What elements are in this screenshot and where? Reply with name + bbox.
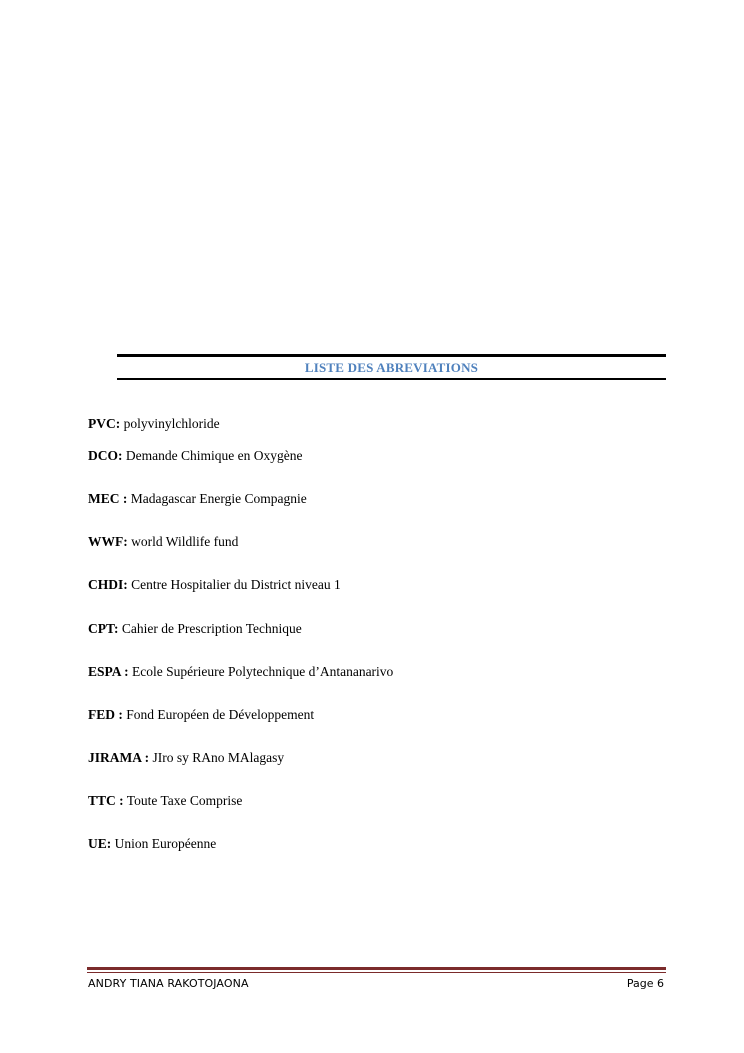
abbreviation-entry-chdi <box>88 577 341 593</box>
abbreviation-term: CHDI: <box>88 577 128 592</box>
abbreviation-term: FED : <box>88 707 123 722</box>
abbreviation-definition: Centre Hospitalier du District niveau 1 <box>127 577 341 592</box>
abbreviation-definition: Demande Chimique en Oxygène <box>122 448 303 463</box>
abbreviation-term: WWF: <box>88 534 128 549</box>
abbreviation-term: TTC : <box>88 793 124 808</box>
footer-rule-thick <box>87 967 666 970</box>
abbreviation-definition: Toute Taxe Comprise <box>123 793 243 808</box>
abbreviation-definition: world Wildlife fund <box>127 534 239 549</box>
abbreviation-entry-fed <box>88 707 314 723</box>
abbreviation-entry-mec <box>88 491 307 507</box>
footer-page-number: Page 6 <box>626 977 664 990</box>
abbreviation-entry-espa <box>88 664 393 680</box>
heading-top-rule <box>117 354 666 357</box>
footer-author: ANDRY TIANA RAKOTOJAONA <box>88 977 249 990</box>
abbreviation-definition: Cahier de Prescription Technique <box>118 621 302 636</box>
abbreviation-term: JIRAMA : <box>88 750 150 765</box>
heading-bottom-rule <box>117 378 666 380</box>
abbreviation-term: ESPA : <box>88 664 129 679</box>
abbreviation-term: UE: <box>88 836 112 851</box>
footer-rule-thin <box>87 972 666 973</box>
abbreviation-entry-dco <box>88 448 302 464</box>
abbreviation-term: PVC: <box>88 416 121 431</box>
abbreviation-definition: Union Européenne <box>111 836 217 851</box>
abbreviation-term: CPT: <box>88 621 119 636</box>
abbreviation-entry-pvc <box>88 416 220 432</box>
abbreviation-definition: Madagascar Energie Compagnie <box>127 491 307 506</box>
abbreviation-entry-jirama <box>88 750 284 766</box>
page-title: LISTE DES ABREVIATIONS <box>304 360 479 375</box>
abbreviation-definition: Fond Européen de Développement <box>122 707 315 722</box>
abbreviation-term: DCO: <box>88 448 123 463</box>
abbreviation-entry-cpt <box>88 621 302 637</box>
abbreviation-entry-ttc <box>88 793 242 809</box>
abbreviation-entry-wwf <box>88 534 238 550</box>
abbreviation-term: MEC : <box>88 491 128 506</box>
abbreviation-entry-ue <box>88 836 216 852</box>
abbreviation-definition: Ecole Supérieure Polytechnique d’Antananarivo <box>128 664 394 679</box>
abbreviation-definition: JIro sy RAno MAlagasy <box>149 750 285 765</box>
abbreviation-definition: polyvinylchloride <box>120 416 220 431</box>
